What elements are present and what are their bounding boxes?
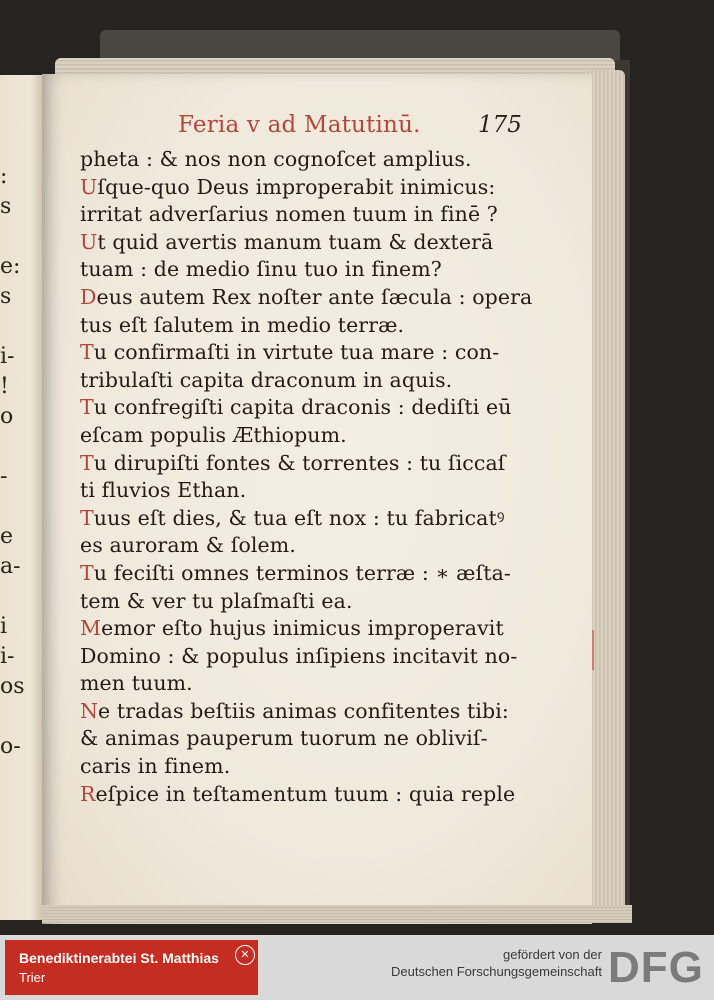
- left-page-fragment: :: [0, 164, 8, 189]
- rubric-initial: D: [80, 284, 97, 309]
- text-line: [80, 339, 525, 367]
- line-text: irritat adverſarius nomen tuum in finē ?: [80, 202, 498, 227]
- line-text: pheta : & nos non cognoſcet amplius.: [80, 147, 472, 171]
- text-line: [80, 229, 525, 257]
- funding-line-1: gefördert von der: [502, 947, 602, 962]
- line-text: u feciſti omnes terminos terræ : ∗ æſta-: [93, 560, 511, 585]
- text-line: [80, 560, 525, 588]
- line-text: ſque-quo Deus improperabit inimicus:: [97, 174, 496, 199]
- rubric-initial: T: [80, 450, 94, 475]
- line-text: ti fluvios Ethan.: [80, 478, 247, 503]
- funding-note: [391, 946, 602, 980]
- page-text: [80, 146, 533, 808]
- rubric-initial: T: [80, 560, 94, 585]
- line-text: t quid avertis manum tuam & dexterā: [97, 229, 494, 254]
- line-text: caris in finem.: [80, 754, 231, 779]
- line-text: u dirupiſti fontes & torrentes : tu ſiccaſ: [93, 450, 506, 475]
- left-page: [0, 75, 44, 920]
- text-line: [80, 643, 525, 671]
- text-line: [80, 477, 525, 505]
- line-text: Domino : & populus inſipiens incitavit no-: [80, 643, 518, 668]
- line-text: tem & ver tu plaſmaſti ea.: [80, 588, 353, 613]
- text-line: [80, 256, 525, 284]
- text-line: [80, 201, 525, 229]
- text-line: [80, 312, 525, 340]
- left-page-fragment: i: [0, 614, 8, 639]
- rubric-initial: T: [80, 395, 94, 420]
- left-page-fragment: s: [0, 194, 12, 219]
- left-page-fragment: i-: [0, 344, 15, 369]
- left-page-fragment: o: [0, 404, 14, 429]
- left-page-fragment: o-: [0, 734, 21, 759]
- institution-name: Benediktinerabtei St. Matthias: [19, 950, 219, 966]
- left-page-fragment: a-: [0, 554, 21, 579]
- text-line: [80, 753, 525, 781]
- rubric-initial: U: [80, 229, 98, 254]
- text-line: [80, 284, 533, 312]
- text-line: [80, 505, 525, 533]
- rubric-initial: M: [80, 616, 102, 641]
- rubric-initial: U: [80, 174, 98, 199]
- left-page-fragment: e: [0, 524, 14, 549]
- running-head: Feria v ad Matutinū.: [178, 112, 421, 138]
- line-text: tus eſt ſalutem in medio terræ.: [80, 312, 405, 337]
- left-page-fragment: -: [0, 464, 8, 489]
- text-line: [80, 450, 525, 478]
- left-page-fragment: os: [0, 674, 25, 699]
- rubric-initial: T: [80, 505, 94, 530]
- line-text: e tradas beſtiis animas confitentes tibi:: [98, 698, 509, 723]
- text-line: [80, 532, 525, 560]
- left-page-fragment: s: [0, 284, 12, 309]
- line-text: u confirmaſti in virtute tua mare : con-: [93, 340, 500, 365]
- line-text: u confregiſti capita draconis : dediſti eū: [93, 395, 512, 420]
- rubric-initial: R: [80, 781, 96, 806]
- text-line: [80, 146, 525, 174]
- text-line: [80, 367, 525, 395]
- dfg-logo[interactable]: DFG: [608, 943, 704, 992]
- institution-city: Trier: [19, 970, 46, 985]
- text-line: [80, 394, 525, 422]
- page-number: 175: [478, 112, 522, 138]
- text-line: [80, 588, 525, 616]
- line-text: eus autem Rex noſter ante ſæcula : opera: [96, 284, 533, 309]
- text-line: [80, 670, 525, 698]
- funding-line-2: Deutschen Forschungsgemeinschaft: [390, 964, 602, 979]
- text-line: [80, 174, 525, 202]
- line-text: tuam : de medio ſinu tuo in finem?: [80, 257, 442, 282]
- line-text: & animas pauperum tuorum ne obliviſ-: [80, 726, 488, 751]
- text-line: [80, 698, 525, 726]
- left-page-fragment: i-: [0, 644, 15, 669]
- line-text: eſcam populis Æthiopum.: [80, 422, 347, 447]
- line-text: men tuum.: [80, 671, 193, 696]
- line-text: tribulaſti capita draconum in aquis.: [80, 367, 453, 392]
- left-page-fragment: e:: [0, 254, 21, 279]
- text-line: [80, 725, 525, 753]
- text-line: [80, 422, 525, 450]
- text-line: [80, 615, 525, 643]
- line-text: eſpice in teſtamentum tuum : quia reple: [95, 781, 516, 806]
- institution-logo-icon: ✕: [235, 945, 255, 965]
- text-line: [80, 781, 525, 809]
- institution-banner[interactable]: [5, 940, 258, 995]
- page-edges-bottom: [42, 905, 632, 923]
- rubric-initial: T: [80, 340, 94, 365]
- line-text: uus eſt dies, & tua eſt nox : tu fabricatꝰ: [93, 505, 505, 530]
- line-text: es auroram & ſolem.: [80, 533, 296, 558]
- left-page-fragment: !: [0, 374, 9, 399]
- line-text: emor eſto hujus inimicus improperavit: [101, 616, 504, 641]
- rubric-initial: N: [80, 698, 99, 723]
